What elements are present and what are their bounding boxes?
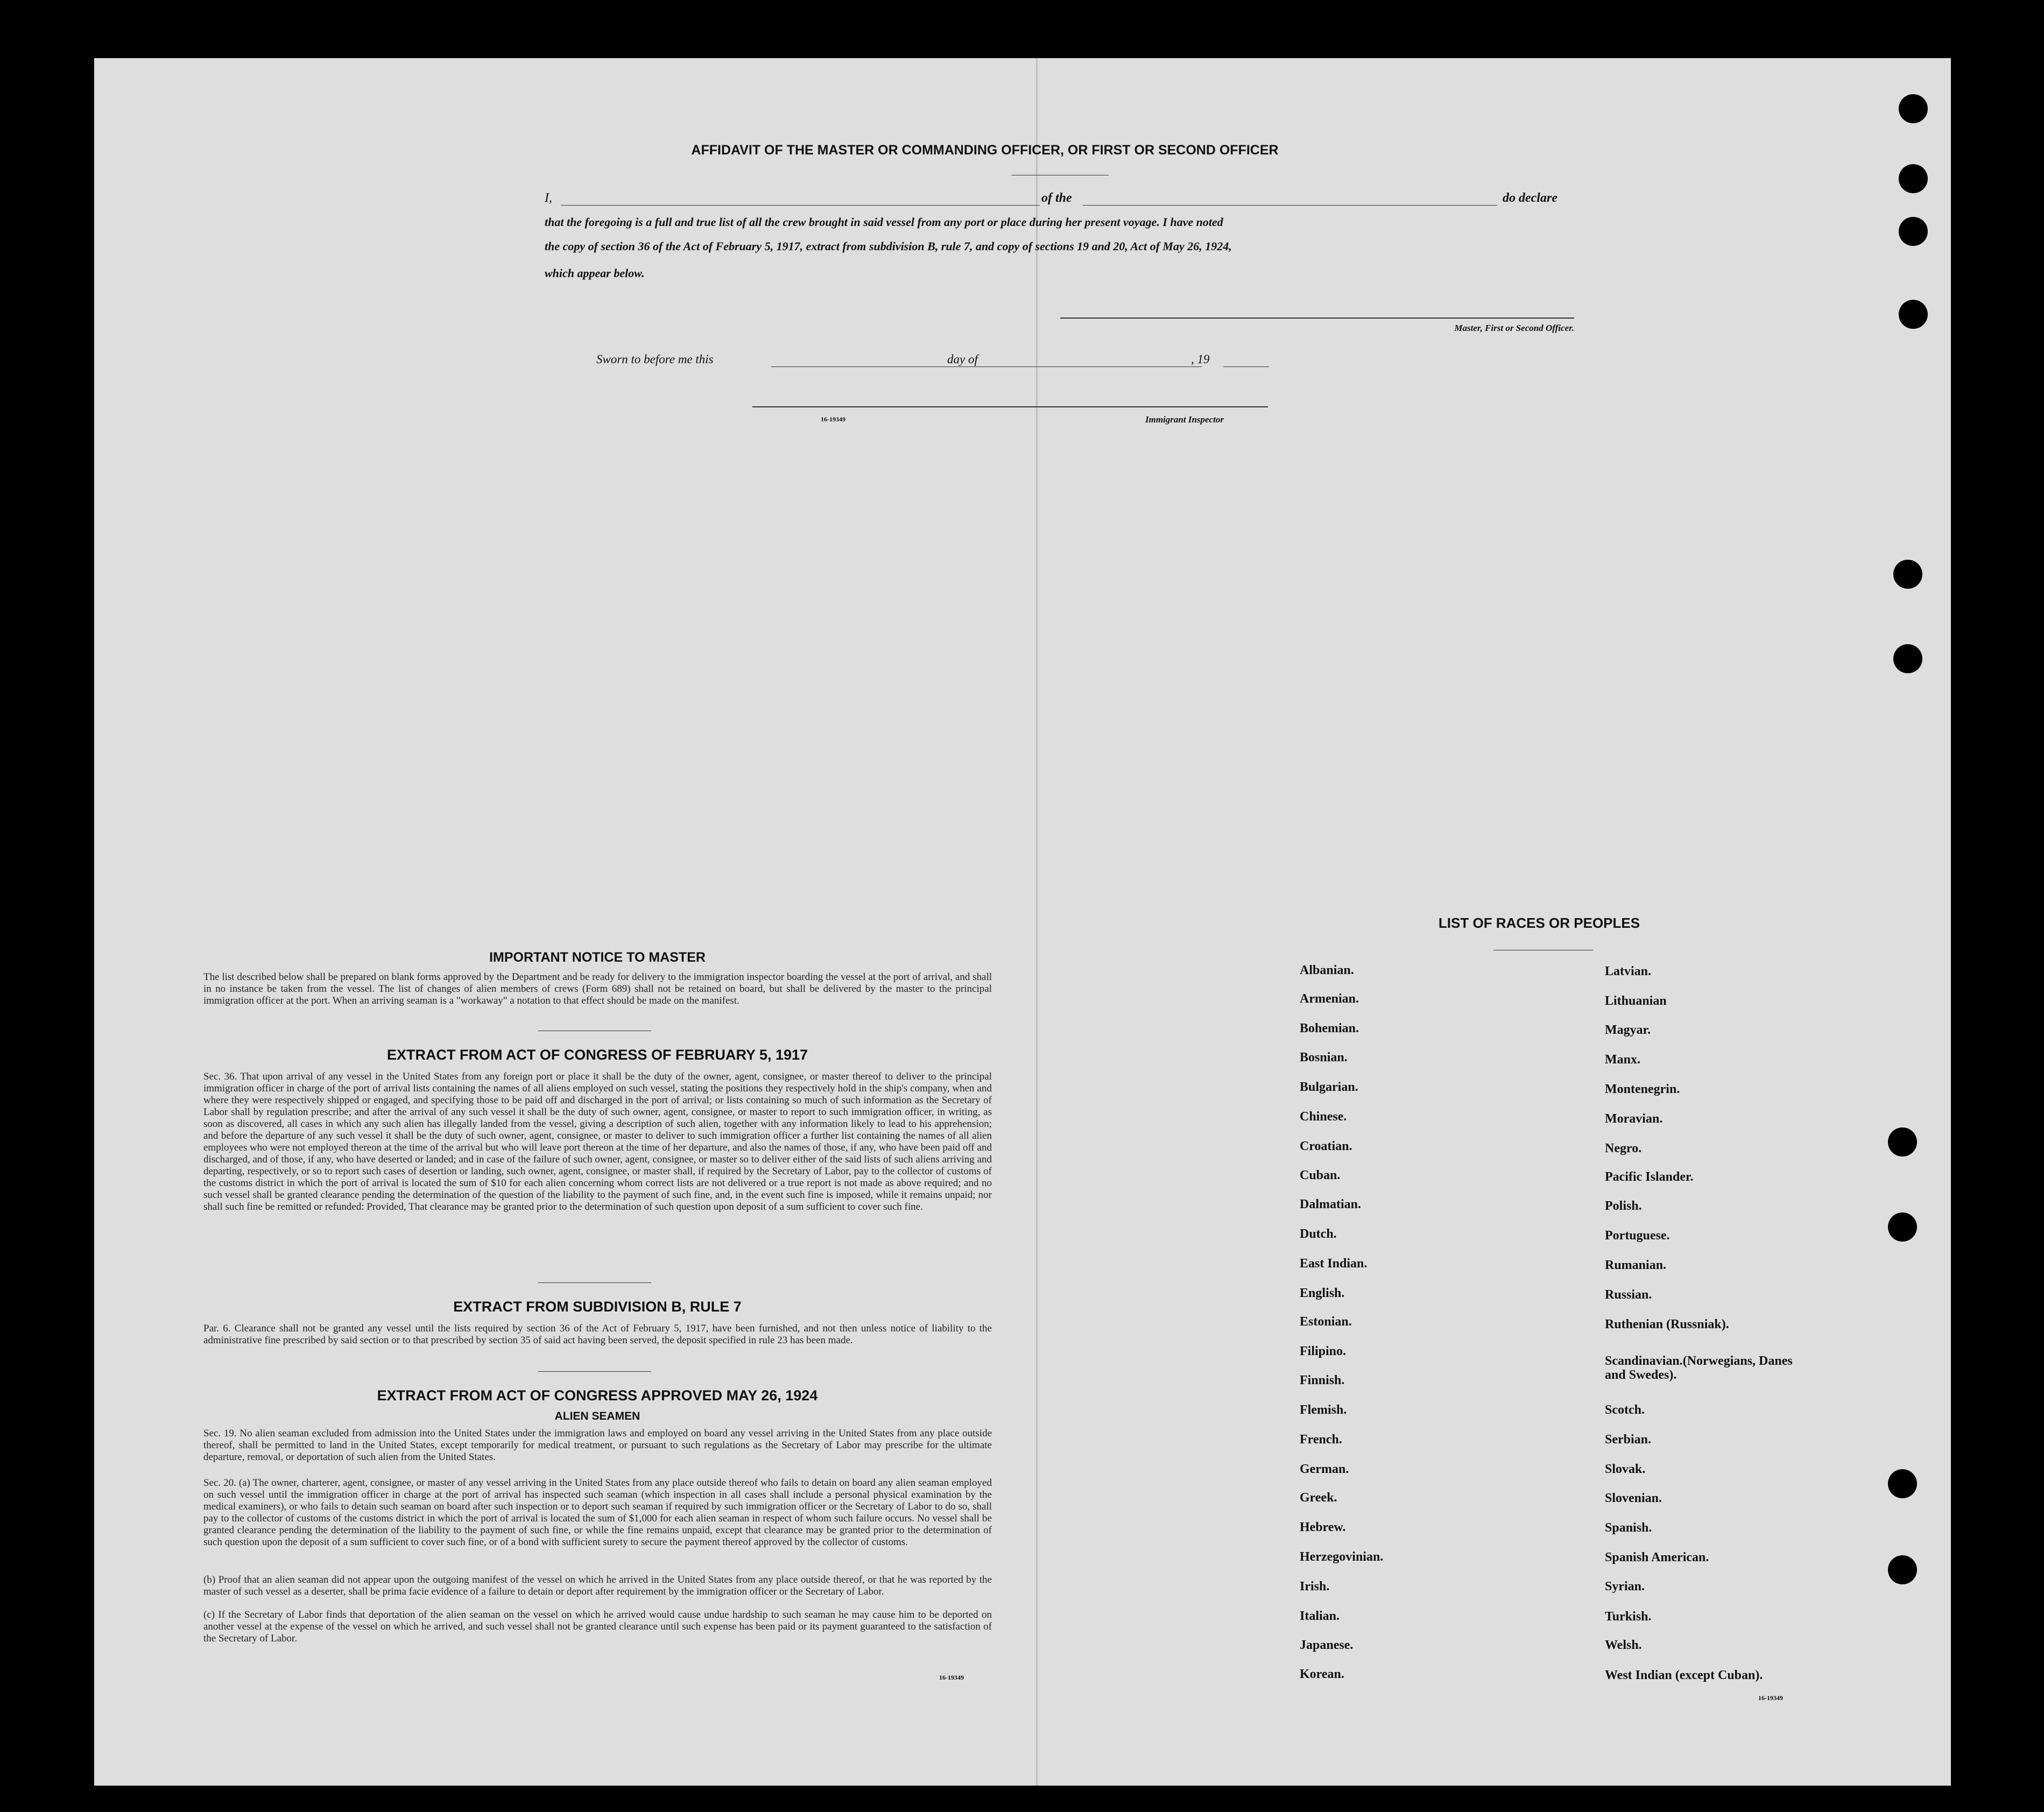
race-item: Korean.	[1300, 1667, 1344, 1681]
race-item: Russian.	[1605, 1288, 1652, 1302]
master-label: Master, First or Second Officer.	[1454, 323, 1574, 333]
race-item: Montenegrin.	[1605, 1082, 1680, 1096]
punch-hole	[1899, 217, 1928, 246]
inspector-label: Immigrant Inspector	[1145, 414, 1224, 425]
affidavit-line-4: which appear below.	[545, 266, 645, 280]
race-item: Filipino.	[1300, 1344, 1347, 1358]
extract-1917-title: EXTRACT FROM ACT OF CONGRESS OF FEBRUARY 5, 1917	[386, 1047, 808, 1063]
race-item: West Indian (except Cuban).	[1605, 1668, 1763, 1682]
sec-20a-text: Sec. 20. (a) The owner, charterer, agent, consignee, or master of any vessel arriving in the United States from any place outside thereof who fails to detain on board any alien seaman employed on such vessel until the immigration officer in charge at the port of arrival has inspected such seaman (which inspection in all cases shall include a personal physical examination by the medical examiners), or who fails to detain such seaman on board after such inspection or to deport such seaman if required by such immigration officer or the Secretary of Labor to do so, shall pay to the collector of customs of the customs district in which the port of arrival is located the sum of $1,000 for each alien seaman in respect of whom such failure occurs. No vessel shall be granted clearance pending the determination of the liability to the payment of such fine, or while the fine remains unpaid, except that clearance may be granted prior to the determination of such question upon the deposit of a sum sufficient to cover such fine, or of a bond with sufficient surety to secure the payment thereof approved by the collector of customs.	[203, 1477, 992, 1548]
month-blank	[992, 366, 1202, 367]
declare-label: do declare	[1503, 191, 1557, 205]
sworn-label: Sworn to before me this	[596, 352, 714, 366]
subdivision-b-title: EXTRACT FROM SUBDIVISION B, RULE 7	[453, 1299, 742, 1315]
race-item: Cuban.	[1300, 1168, 1341, 1182]
affidavit-title: AFFIDAVIT OF THE MASTER OR COMMANDING OFFICER, OR FIRST OR SECOND OFFICER	[691, 143, 1279, 158]
race-item: French.	[1300, 1433, 1342, 1447]
form-number: 16-19349	[939, 1674, 964, 1681]
race-item: German.	[1300, 1462, 1349, 1476]
race-item: Chinese.	[1300, 1110, 1347, 1124]
form-number: 16-19349	[821, 415, 845, 423]
race-item: Spanish.	[1605, 1521, 1652, 1535]
race-item: Turkish.	[1605, 1610, 1652, 1624]
punch-hole	[1899, 164, 1928, 193]
punch-hole	[1893, 560, 1922, 589]
race-item: Irish.	[1300, 1580, 1330, 1594]
race-item: Herzegovinian.	[1300, 1550, 1384, 1564]
form-number: 16-19349	[1758, 1694, 1783, 1702]
sec-19-text: Sec. 19. No alien seaman excluded from admission into the United States under the immigration laws and employed on board any vessel arriving in the United States from any place outside thereof, shall be permitted to land in the United States, except temporarily for medical treatment, or pursuant to such regulations as the Secretary of Labor may prescribe for the ultimate departure, removal, or deportation of such alien from the United States.	[203, 1428, 992, 1463]
punch-hole	[1888, 1555, 1917, 1584]
races-title: LIST OF RACES OR PEOPLES	[1438, 915, 1640, 931]
race-item: East Indian.	[1300, 1257, 1368, 1271]
race-item: Dutch.	[1300, 1227, 1337, 1241]
race-item: Slovenian.	[1605, 1491, 1662, 1505]
race-item: Bosnian.	[1300, 1050, 1348, 1064]
punch-hole	[1893, 644, 1922, 673]
race-item: Serbian.	[1605, 1433, 1652, 1447]
race-item: Finnish.	[1300, 1373, 1345, 1387]
race-item: Pacific Islander.	[1605, 1170, 1694, 1184]
race-item: Bohemian.	[1300, 1021, 1359, 1035]
race-item: Manx.	[1605, 1053, 1640, 1067]
divider	[538, 1282, 651, 1283]
sworn-line	[596, 352, 1274, 371]
extract-1924-title: EXTRACT FROM ACT OF CONGRESS APPROVED MAY 26, 1924	[377, 1387, 818, 1404]
day-of-label: day of	[947, 352, 978, 366]
race-item: Croatian.	[1300, 1139, 1352, 1153]
punch-hole	[1888, 1127, 1917, 1157]
race-item: Latvian.	[1605, 964, 1652, 978]
year-label: , 19	[1191, 352, 1210, 366]
affidavit-line-3: the copy of section 36 of the Act of February 5, 1917, extract from subdivision B, rule 7, and copy of sections 19 and 20, Act of May 26, 1924,	[545, 239, 1232, 253]
i-label: I,	[545, 191, 552, 205]
race-item: Negro.	[1605, 1141, 1642, 1155]
affidavit-line-2: that the foregoing is a full and true list of all the crew brought in said vessel from any port or place during her present voyage. I have noted	[545, 215, 1223, 229]
master-signature-line	[1060, 318, 1574, 319]
race-item: Moravian.	[1605, 1112, 1663, 1126]
race-item: Rumanian.	[1605, 1258, 1667, 1272]
year-blank	[1223, 366, 1269, 367]
affidavit-line-1	[545, 191, 1575, 207]
notice-title: IMPORTANT NOTICE TO MASTER	[489, 950, 706, 965]
race-item: Syrian.	[1605, 1580, 1645, 1594]
race-item: Hebrew.	[1300, 1520, 1346, 1534]
page-fold	[1036, 58, 1038, 1786]
race-item: Armenian.	[1300, 992, 1359, 1006]
sec-20b-text: (b) Proof that an alien seaman did not appear upon the outgoing manifest of the vessel on which he arrived in the United States from any place outside thereof, or that he was reported by the master of such vessel as a deserter, shall be prima facie evidence of a failure to detain or deport after requirement by the immigration officer or the Secretary of Labor.	[203, 1574, 992, 1597]
race-item: Spanish American.	[1605, 1550, 1709, 1564]
race-item: Scandinavian.(Norwegians, Danes and Swedes).	[1605, 1354, 1793, 1382]
divider	[538, 1371, 651, 1372]
race-item: Magyar.	[1605, 1023, 1651, 1037]
sec-20c-text: (c) If the Secretary of Labor finds that deportation of the alien seaman on the vessel on which he arrived would cause undue hardship to such seaman he may cause him to be deported on another vessel at the expense of the vessel on which he arrived, and such vessel shall not be granted clearance until such expense has been paid or its payment guaranteed to the satisfaction of the Secretary of Labor.	[203, 1609, 992, 1644]
race-item: English.	[1300, 1286, 1345, 1300]
race-item: Polish.	[1605, 1199, 1642, 1213]
vessel-blank	[1083, 205, 1497, 206]
day-blank	[771, 366, 1005, 367]
punch-hole	[1888, 1212, 1917, 1242]
race-item: Greek.	[1300, 1491, 1337, 1505]
race-item: Italian.	[1300, 1609, 1340, 1623]
extract-1917-text: Sec. 36. That upon arrival of any vessel in the United States from any foreign port or place it shall be the duty of the owner, agent, consignee, or master thereof to deliver to the principal immigration officer in charge of the port of arrival lists containing the names of all aliens employed on such vessel, stating the positions they respectively hold in the ship's company, when and where they were respectively shipped or engaged, and specifying those to be paid off and discharged in the port of arrival; or lists containing so much of such information as the Secretary of Labor shall by regulation prescribe; and after the arrival of any such vessel it shall be the duty of such owner, agent, consignee, or master to report to such immigration officer, in writing, as soon as discovered, all cases in which any such alien has illegally landed from the vessel, giving a description of such alien, together with any information likely to lead to his apprehension; and before the departure of any such vessel it shall be the duty of such owner, agent, consignee, or master to deliver to such immigration officer a further list containing the names of all alien employees who were not employed thereon at the time of the arrival but who will leave port thereon at the time of her departure, and also the names of those, if any, who have been paid off and discharged, and of those, if any, who have deserted or landed; and in case of the failure of such owner, agent, consignee, or master so to deliver either of the said lists of such aliens arriving and departing, respectively, or so to report such cases of desertion or landing, such owner, agent, consignee, or master shall, if required by the Secretary of Labor, pay to the collector of customs of the customs district in which the port of arrival is located the sum of $10 for each alien concerning whom correct lists are not delivered or a true report is not made as above required; and no such vessel shall be granted clearance pending the determination of the question of the liability to the payment of such fine, and, in the event such fine is imposed, while it remains unpaid; nor shall such fine be remitted or refunded: Provided, That clearance may be granted prior to the determination of such question upon deposit of a sum sufficient to cover such fine.	[203, 1071, 992, 1212]
punch-hole	[1888, 1469, 1917, 1498]
punch-hole	[1899, 300, 1928, 329]
race-item: Slovak.	[1605, 1462, 1646, 1476]
race-item: Dalmatian.	[1300, 1197, 1361, 1211]
race-item: Scotch.	[1605, 1403, 1645, 1417]
alien-seamen-subtitle: ALIEN SEAMEN	[554, 1410, 640, 1422]
of-the-label: of the	[1041, 191, 1072, 205]
race-item: Lithuanian	[1605, 994, 1667, 1008]
subdivision-b-text: Par. 6. Clearance shall not be granted any vessel until the lists required by section 36 of the Act of February 5, 1917, have been furnished, and not then unless notice of liability to the administrative fine prescribed by said section or to that prescribed by section 35 of said act having been served, the deposit specified in rule 23 has been made.	[203, 1323, 992, 1346]
race-item: Portuguese.	[1605, 1229, 1670, 1243]
race-item: Albanian.	[1300, 963, 1354, 977]
race-item: Ruthenian (Russniak).	[1605, 1317, 1729, 1331]
race-item: Welsh.	[1605, 1638, 1642, 1652]
race-item: Bulgarian.	[1300, 1080, 1358, 1094]
race-item: Estonian.	[1300, 1315, 1352, 1329]
notice-text: The list described below shall be prepared on blank forms approved by the Department and be ready for delivery to the immigration inspector boarding the vessel at the port of arrival, and shall in no instance be taken from the vessel. The list of changes of alien members of crews (Form 689) shall not be retained on board, but shall be delivered by the master to the principal immigration officer at the port. When an arriving seaman is a "workaway" a notation to that effect should be made on the manifest.	[203, 971, 992, 1006]
inspector-signature-line	[752, 406, 1268, 407]
punch-hole	[1899, 94, 1928, 123]
race-item: Flemish.	[1300, 1403, 1347, 1417]
race-item: Japanese.	[1300, 1638, 1354, 1652]
name-blank	[561, 205, 1040, 206]
